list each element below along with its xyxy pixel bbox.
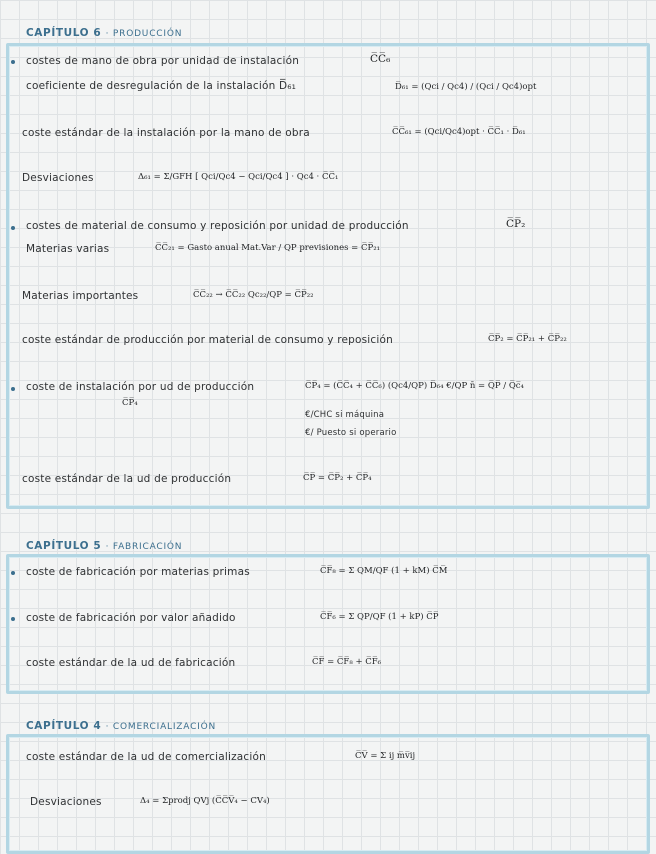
ch6-line-6-math: C̅C̅₂₁ = Gasto anual Mat.Var / QP previsiones = C̅P̅₂₁ xyxy=(155,243,381,253)
bullet xyxy=(11,60,15,64)
ch6-line-8-text: coste estándar de producción por material de consumo y reposición xyxy=(22,334,393,346)
chapter-6-box xyxy=(6,43,650,509)
ch4-line-2-text: Desviaciones xyxy=(30,796,102,808)
ch6-line-6-text: Materias varias xyxy=(26,243,110,255)
ch6-line-4-text: Desviaciones xyxy=(22,172,94,184)
ch6-line-2-math: D̅₆₁ = (Qci / Qc4) / (Qci / Qc4)opt xyxy=(395,82,537,92)
ch6-line-7-text: Materias importantes xyxy=(22,290,139,302)
ch5-line-3-text: coste estándar de la ud de fabricación xyxy=(26,657,236,669)
ch6-line-3-math: C̅C̅₆₁ = (Qci/Qc4)opt · C̅C̅₁ · D̅₆₁ xyxy=(392,127,526,137)
chapter-5-heading xyxy=(26,540,182,552)
ch5-line-3-math: C̅F̅ = C̅F̅₈ + C̅F̅₆ xyxy=(312,657,382,667)
ch6-line-3-text: coste estándar de la instalación por la mano de obra xyxy=(22,127,310,139)
ch5-line-1-text: coste de fabricación por materias primas xyxy=(26,566,250,578)
chapter-4-subtitle: · COMERCIALIZACIÓN xyxy=(105,722,217,732)
ch6-line-7-math: C̅C̅₂₂ → C̅C̅₂₂ Qc₂₂/QP = C̅P̅₂₂ xyxy=(193,290,314,300)
ch6-line-9b: C̅P̅₄ xyxy=(122,398,138,408)
bullet xyxy=(11,387,15,391)
ch6-line-8-math: C̅P̅₂ = C̅P̅₂₁ + C̅P̅₂₂ xyxy=(488,334,567,344)
chapter-6-subtitle: · PRODUCCIÓN xyxy=(105,29,183,39)
chapter-4-title: CAPÍTULO 4 xyxy=(26,720,102,732)
ch6-line-1-math: C̅C̅₆ xyxy=(370,53,391,65)
bullet xyxy=(11,571,15,575)
chapter-6-title: CAPÍTULO 6 xyxy=(26,27,102,39)
ch5-line-2-math: C̅F̅₆ = Σ QP/QF (1 + kP) C̅P̅ xyxy=(320,612,439,622)
ch6-line-4-math: Δ₆₁ = Σ/GFH [ Qci/Qc4 − Qci/Qc4 ] · Qc4 · C̅C̅₁ xyxy=(138,172,339,182)
chapter-5-title: CAPÍTULO 5 xyxy=(26,540,102,552)
chapter-4-heading xyxy=(26,720,216,732)
ch6-line-9-math: C̅P̅₄ = (C̅C̅₄ + C̅C̅₆) (Qc4/QP) D̅₆₄ €/QP n̄ = Q̅P̅ / Q̅c̅₄ xyxy=(305,381,524,391)
ch6-line-9-text: coste de instalación por ud de producción xyxy=(26,381,255,393)
bullet xyxy=(11,617,15,621)
ch6-line-10-text: coste estándar de la ud de producción xyxy=(22,473,232,485)
chapter-5-subtitle: · FABRICACIÓN xyxy=(105,542,183,552)
ch4-line-1-text: coste estándar de la ud de comercialización xyxy=(26,751,266,763)
ch6-line-10-math: C̅P̅ = C̅P̅₂ + C̅P̅₄ xyxy=(303,473,372,483)
bullet xyxy=(11,226,15,230)
ch6-line-5-text: costes de material de consumo y reposición por unidad de producción xyxy=(26,220,409,232)
ch5-line-1-math: C̅F̅₈ = Σ QM/QF (1 + kM) C̅M̅ xyxy=(320,566,448,576)
ch6-line-5-math: C̅P̅₂ xyxy=(506,218,526,230)
ch4-line-1-math: C̅V̅ = Σ ij m̅v̅ij xyxy=(355,751,416,761)
ch5-line-2-text: coste de fabricación por valor añadido xyxy=(26,612,236,624)
ch6-note-2: €/ Puesto si operario xyxy=(305,428,397,438)
ch4-line-2-math: Δ₄ = Σprodj QVj (C̅C̅V̅₄ − CV₄) xyxy=(140,796,270,806)
ch6-line-2-text: coeficiente de desregulación de la instalación D̅₆₁ xyxy=(26,80,297,92)
ch6-line-1-text: costes de mano de obra por unidad de instalación xyxy=(26,55,300,67)
chapter-6-heading xyxy=(26,27,182,39)
ch6-note-1: €/CHC si máquina xyxy=(305,410,385,420)
